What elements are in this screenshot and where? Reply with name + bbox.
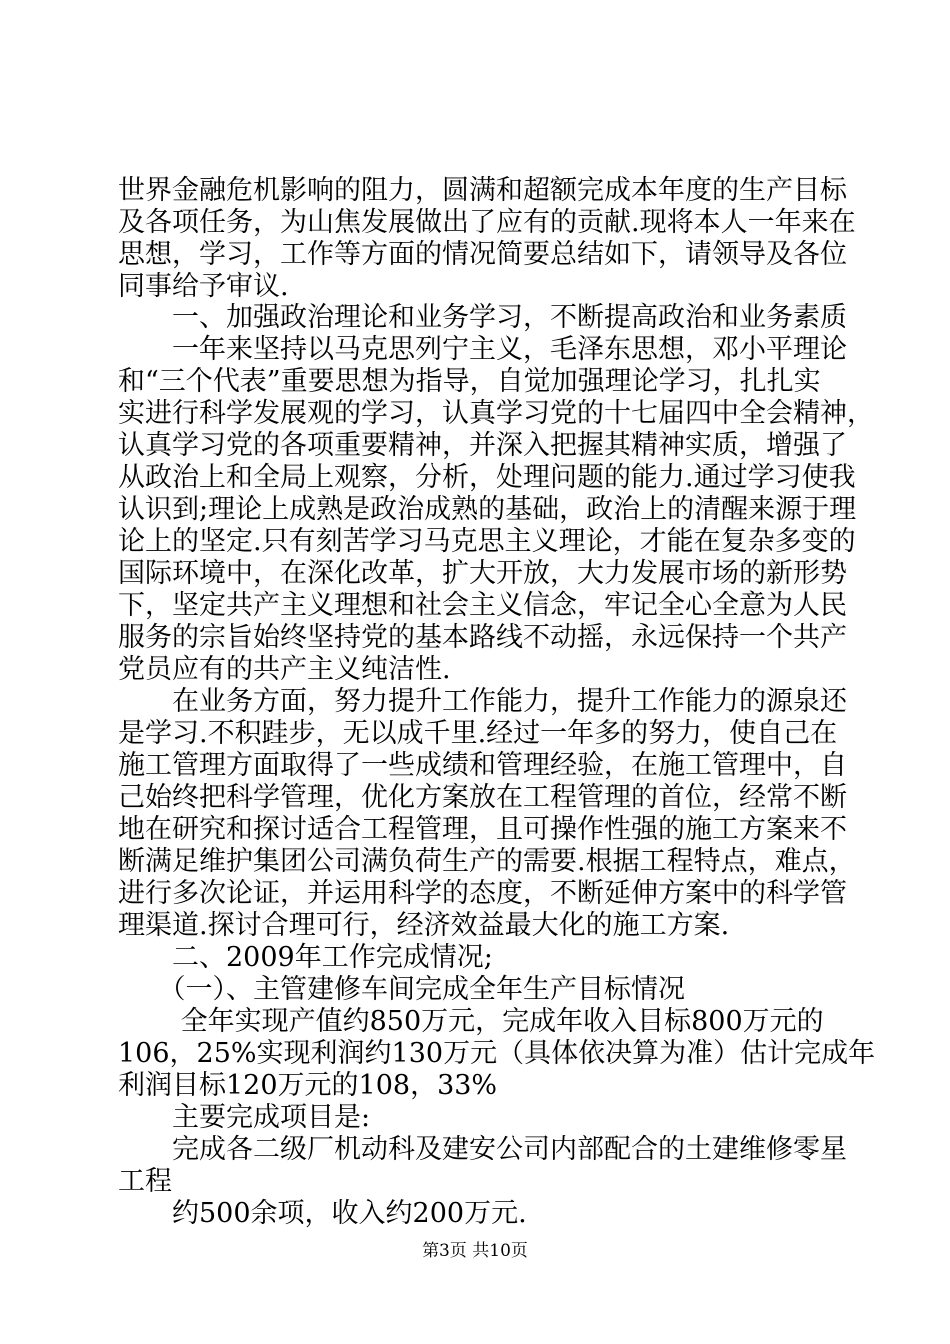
text-line: 世界金融危机影响的阻力，圆满和超额完成本年度的生产目标 — [118, 175, 847, 206]
text-line: 党员应有的共产主义纯洁性. — [118, 654, 451, 685]
text-line: 和“三个代表”重要思想为指导，自觉加强理论学习，扎扎实 — [118, 366, 821, 397]
text-line: 及各项任务，为山焦发展做出了应有的贡献.现将本人一年来在 — [118, 207, 856, 238]
text-line: 全年实现产值约850万元，完成年收入目标800万元的 — [118, 1006, 824, 1037]
text-line: 服务的宗旨始终坚持党的基本路线不动摇，永远保持一个共产 — [118, 622, 847, 653]
text-line: 国际环境中，在深化改革，扩大开放，大力发展市场的新形势 — [118, 558, 847, 589]
text-line: 实进行科学发展观的学习，认真学习党的十七届四中全会精神， — [118, 398, 874, 429]
page-number-footer: 第3页 共10页 — [422, 1241, 528, 1261]
text-line: 地在研究和探讨适合工程管理，且可操作性强的施工方案来不 — [118, 814, 847, 845]
text-line: 一年来坚持以马克思列宁主义，毛泽东思想，邓小平理论 — [118, 334, 847, 365]
text-line: 从政治上和全局上观察，分析，处理问题的能力.通过学习使我 — [118, 462, 856, 493]
text-line: 约500余项，收入约200万元. — [118, 1198, 527, 1229]
text-line: 论上的坚定.只有刻苦学习马克思主义理论，才能在复杂多变的 — [118, 526, 856, 557]
section-heading: 二、2009年工作完成情况; — [118, 942, 493, 973]
text-line: 工程 — [118, 1166, 172, 1197]
text-line: 进行多次论证，并运用科学的态度，不断延伸方案中的科学管 — [118, 878, 847, 909]
text-line: 思想，学习，工作等方面的情况简要总结如下，请领导及各位 — [118, 239, 847, 270]
text-line: 同事给予审议. — [118, 271, 289, 302]
text-line: 是学习.不积跬步，无以成千里.经过一年多的努力，使自己在 — [118, 718, 838, 749]
subsection-heading: （一）、主管建修车间完成全年生产目标情况 — [118, 974, 685, 1005]
text-line: 主要完成项目是: — [118, 1102, 371, 1133]
section-heading: 一、加强政治理论和业务学习，不断提高政治和业务素质 — [118, 302, 847, 333]
text-line: 施工管理方面取得了一些成绩和管理经验，在施工管理中，自 — [118, 750, 847, 781]
text-line: 己始终把科学管理，优化方案放在工程管理的首位，经常不断 — [118, 782, 847, 813]
text-line: 认真学习党的各项重要精神，并深入把握其精神实质，增强了 — [118, 430, 847, 461]
text-line: 完成各二级厂机动科及建安公司内部配合的土建维修零星 — [118, 1134, 847, 1165]
text-line: 在业务方面，努力提升工作能力，提升工作能力的源泉还 — [118, 686, 847, 717]
text-line: 106，25%实现利润约130万元（具体依决算为准）估计完成年 — [118, 1038, 876, 1069]
text-line: 利润目标120万元的108，33% — [118, 1070, 498, 1101]
text-line: 下，坚定共产主义理想和社会主义信念，牢记全心全意为人民 — [118, 590, 847, 621]
text-line: 理渠道.探讨合理可行，经济效益最大化的施工方案. — [118, 910, 730, 941]
text-line: 认识到;理论上成熟是政治成熟的基础，政治上的清醒来源于理 — [118, 494, 857, 525]
text-line: 断满足维护集团公司满负荷生产的需要.根据工程特点，难点， — [118, 846, 856, 877]
